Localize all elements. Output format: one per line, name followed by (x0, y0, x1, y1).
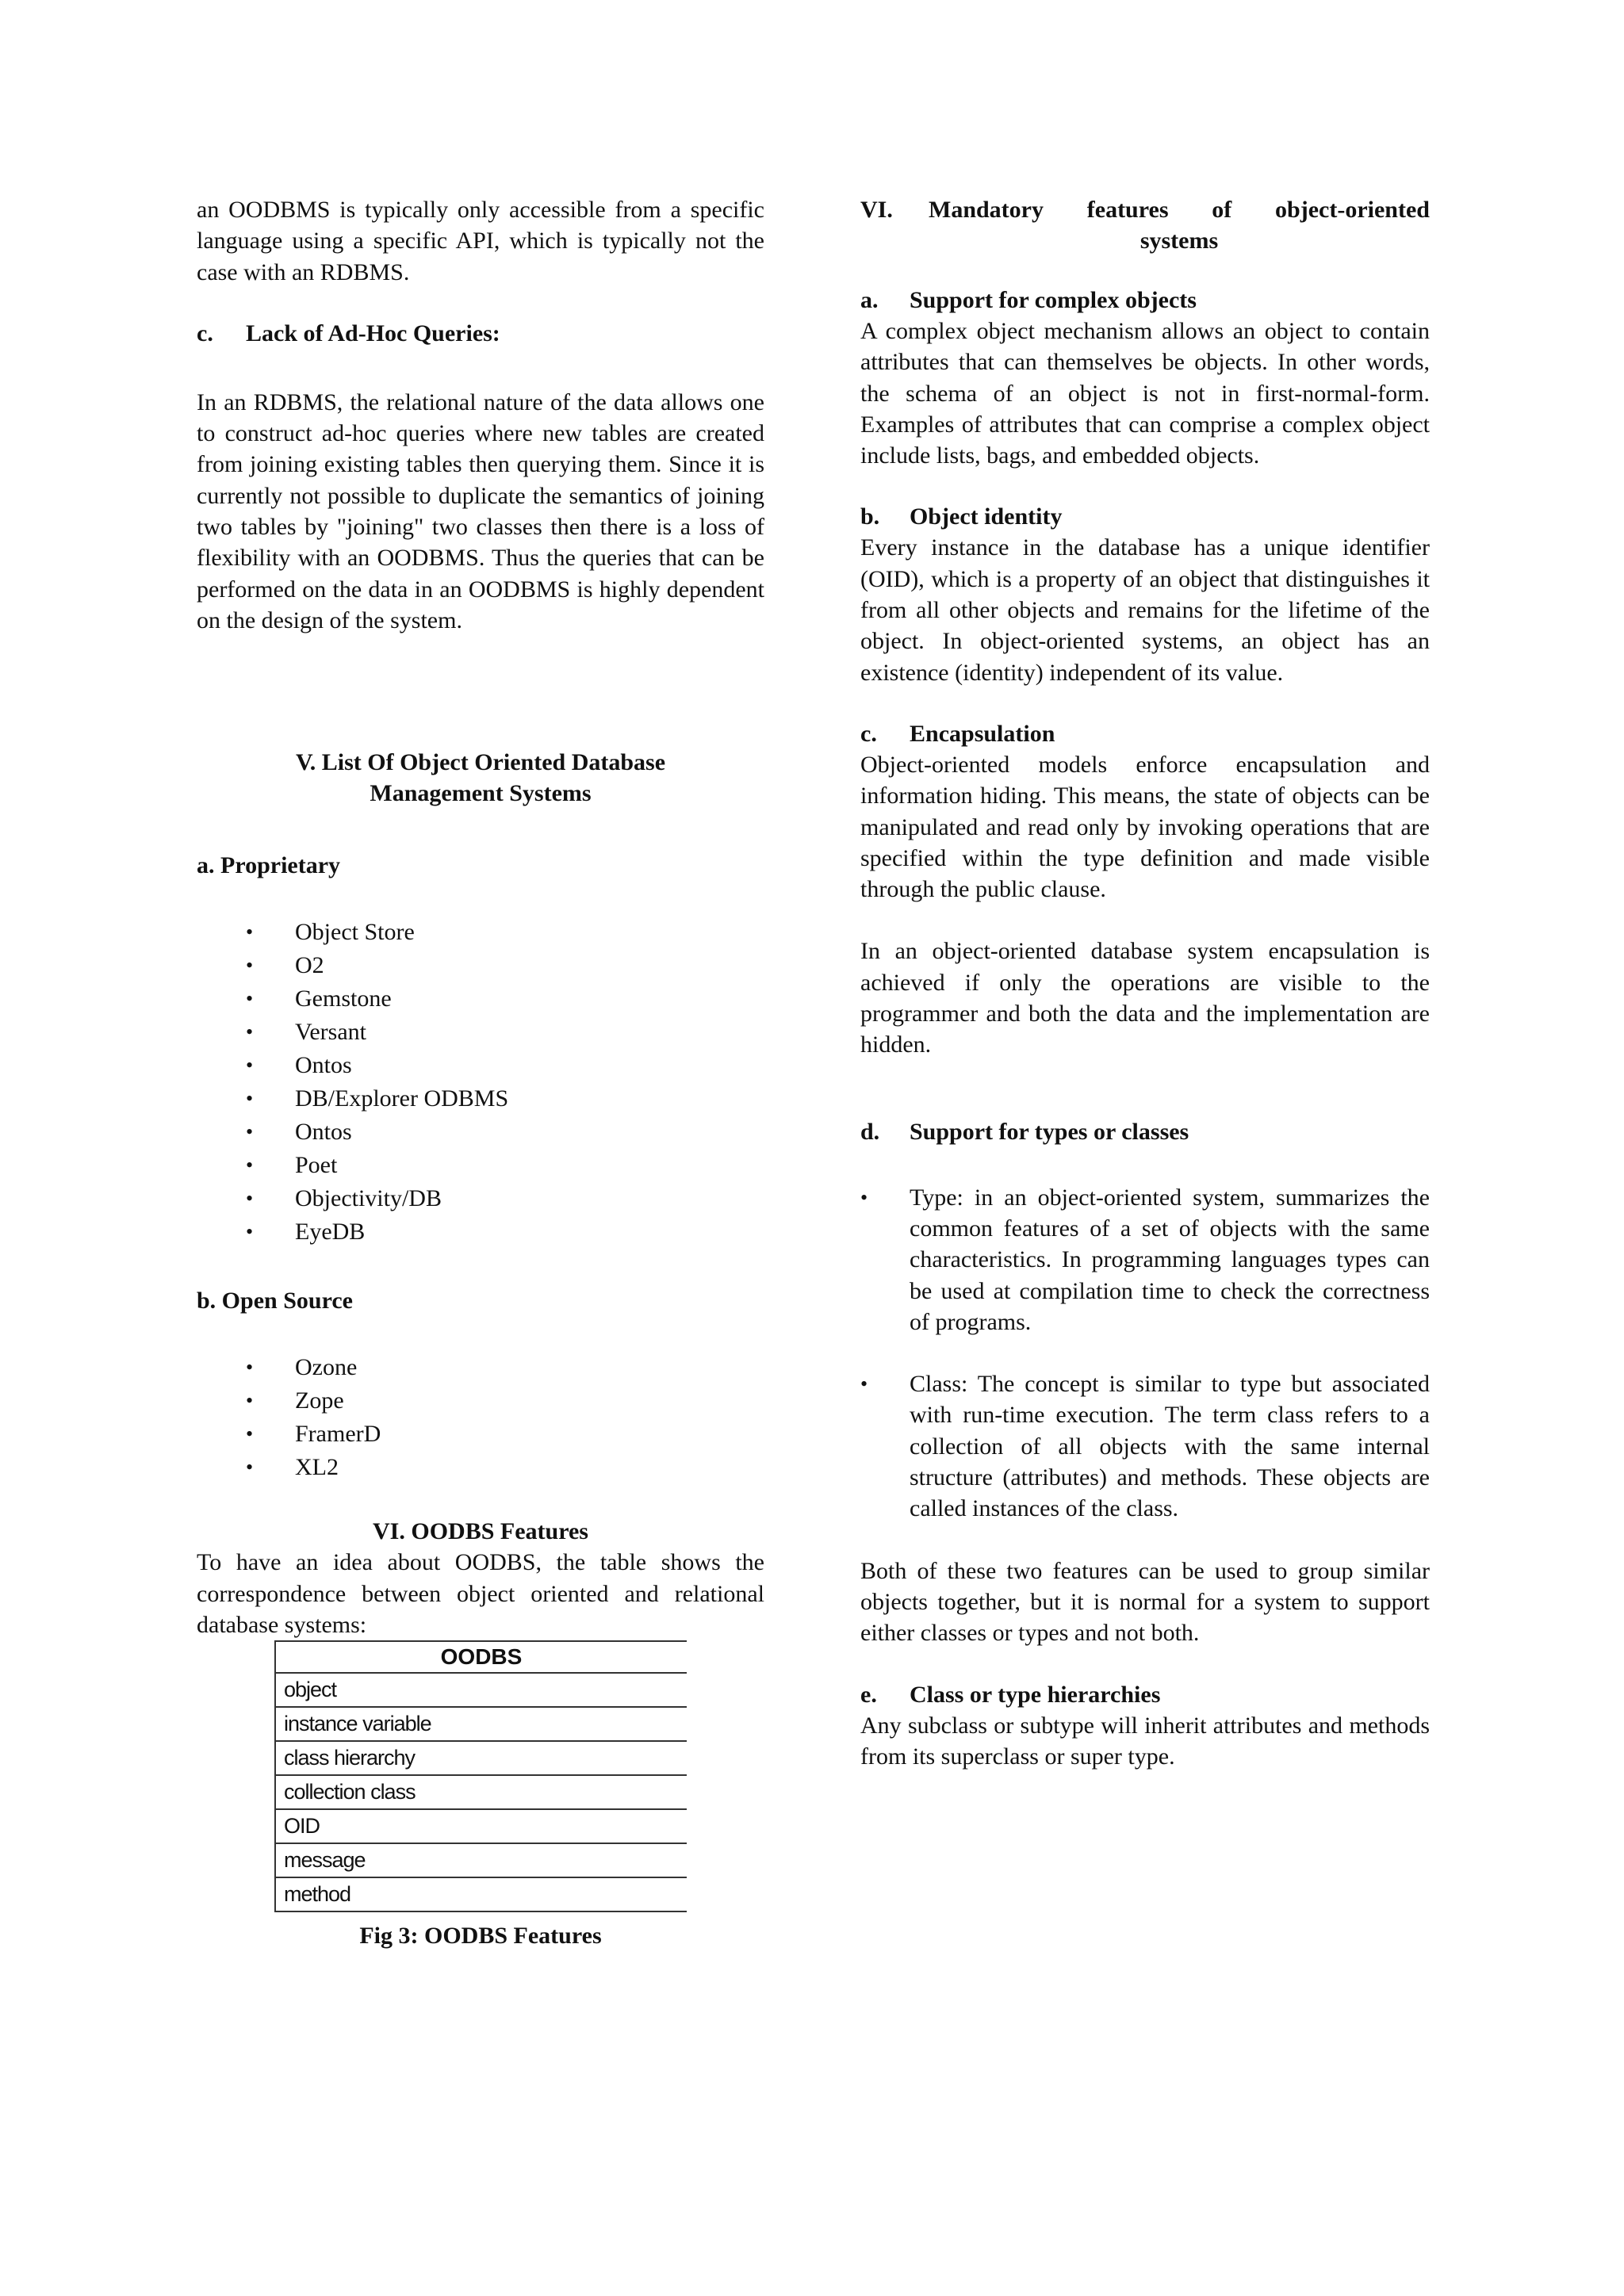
list-item: • Versant (246, 1016, 764, 1049)
section-enc-body-2: In an object-oriented database system encapsulation is achieved if only the operations are visible to the programmer and both the data and the implementation are hidden. (860, 938, 1430, 1058)
table-cell: OID (275, 1809, 687, 1843)
table-row (275, 1843, 687, 1877)
list-item: • EyeDB (246, 1215, 764, 1249)
oodbs-table (274, 1640, 687, 1912)
table-row (275, 1775, 687, 1809)
table-cell: method (275, 1877, 687, 1911)
list-item: • DB/Explorer ODBMS (246, 1082, 764, 1115)
types-classes-list (860, 1182, 1430, 1525)
figure-caption: Fig 3: OODBS Features (359, 1923, 602, 1950)
list-item: • Zope (246, 1384, 764, 1418)
section-enc-body-1: Object-oriented models enforce encapsulation and information hiding. This means, the state of objects can be manipulated and read only by invoking operations that are specified within the type definition and made visible through the public clause. (860, 751, 1430, 903)
section-vi-body: To have an idea about OODBS, the table shows the correspondence between object oriented and relational database systems: (197, 1549, 764, 1638)
section-e-title: Class or type hierarchies (910, 1681, 1161, 1708)
list-item: • Objectivity/DB (246, 1182, 764, 1215)
right-column (860, 194, 1430, 1772)
section-vi-title: VI. OODBS Features (373, 1518, 588, 1545)
table-row (275, 1809, 687, 1843)
section-a-letter: a. (860, 287, 879, 313)
mandatory-heading-line1 (860, 194, 1430, 225)
section-c-body: In an RDBMS, the relational nature of the data allows one to construct ad-hoc queries where new tables are created from joining existing tables then querying them. Since it is currently not possible to duplicate the semantics of joining two tables by "joining" two classes then there is a loss of flexibility with an OODBMS. Thus the queries that can be performed on the data in an OODBMS is highly dependent on the design of the system. (197, 388, 764, 633)
table-cell: class hierarchy (275, 1741, 687, 1775)
list-item: • Ontos (246, 1115, 764, 1149)
mandatory-word-1: Mandatory (929, 197, 1044, 223)
section-a-title: Support for complex objects (910, 287, 1197, 313)
section-enc-heading (860, 718, 1430, 749)
list-item: • Ontos (246, 1049, 764, 1082)
list-item: • Object Store (246, 916, 764, 949)
table-cell: object (275, 1673, 687, 1707)
section-d-title: Support for types or classes (910, 1118, 1189, 1145)
intro-paragraph: an OODBMS is typically only accessible from a specific language using a specific API, which is typically not the case with an RDBMS. (197, 197, 764, 285)
section-enc-title: Encapsulation (910, 720, 1055, 747)
list-item: • Poet (246, 1149, 764, 1182)
table-cell: instance variable (275, 1707, 687, 1741)
section-a-body: A complex object mechanism allows an object to contain attributes that can themselves be objects. In other words, the schema of an object is not in first-normal-form. Examples of attributes that can comprise a complex object include lists, bags, and embedded objects. (860, 318, 1430, 469)
oodbs-table-header: OODBS (275, 1641, 687, 1673)
section-v-heading (197, 747, 764, 809)
proprietary-heading: a. Proprietary (197, 852, 341, 879)
section-v-line1: V. List Of Object Oriented Database (295, 749, 666, 776)
table-cell: collection class (275, 1775, 687, 1809)
section-v-line2: Management Systems (370, 780, 592, 807)
left-column (197, 194, 764, 1951)
open-source-list (197, 1351, 764, 1484)
list-item: • Gemstone (246, 982, 764, 1016)
table-row (275, 1673, 687, 1707)
section-b-title: Object identity (910, 503, 1063, 530)
list-item: • XL2 (246, 1451, 764, 1484)
table-row (275, 1877, 687, 1911)
section-d-heading (860, 1116, 1430, 1147)
open-source-heading: b. Open Source (197, 1288, 353, 1314)
section-e-heading (860, 1679, 1430, 1710)
mandatory-num: VI. (860, 197, 893, 223)
section-e-body: Any subclass or subtype will inherit attributes and methods from its superclass or super type. (860, 1712, 1430, 1770)
section-b-heading (860, 501, 1430, 532)
type-bullet: • Type: in an object-oriented system, summarizes the common features of a set of objects with the same characteristics. In programming languages types can be used at compilation time to check the correctness of programs. (860, 1182, 1430, 1337)
section-vi-mandatory-heading (860, 194, 1430, 256)
section-c-title: Lack of Ad-Hoc Queries: (246, 320, 500, 346)
mandatory-word-3: of (1212, 197, 1232, 223)
mandatory-word-2: features (1086, 197, 1169, 223)
section-a-heading (860, 285, 1430, 316)
section-c-heading (197, 318, 764, 349)
mandatory-word-4: object-oriented (1275, 197, 1430, 223)
table-cell: message (275, 1843, 687, 1877)
mandatory-heading-line2: systems (1139, 228, 1219, 254)
section-e-letter: e. (860, 1681, 877, 1708)
section-enc-letter: c. (860, 720, 877, 747)
table-row (275, 1707, 687, 1741)
list-item: • Ozone (246, 1351, 764, 1384)
section-c-letter: c. (197, 320, 213, 346)
list-item: • O2 (246, 949, 764, 982)
proprietary-list (197, 916, 764, 1249)
class-bullet: • Class: The concept is similar to type but associated with run-time execution. The term class refers to a collection of all objects with the same internal structure (attributes) and methods. These objects are called instances of the class. (860, 1368, 1430, 1524)
section-b-letter: b. (860, 503, 880, 530)
section-d-letter: d. (860, 1118, 880, 1145)
section-d-after: Both of these two features can be used to group similar objects together, but it is normal for a system to support either classes or types and not both. (860, 1557, 1430, 1647)
table-row (275, 1741, 687, 1775)
section-b-body: Every instance in the database has a unique identifier (OID), which is a property of an object that distinguishes it from all other objects and remains for the lifetime of the object. In object-oriented systems, an object has an existence (identity) independent of its value. (860, 534, 1430, 686)
list-item: • FramerD (246, 1418, 764, 1451)
